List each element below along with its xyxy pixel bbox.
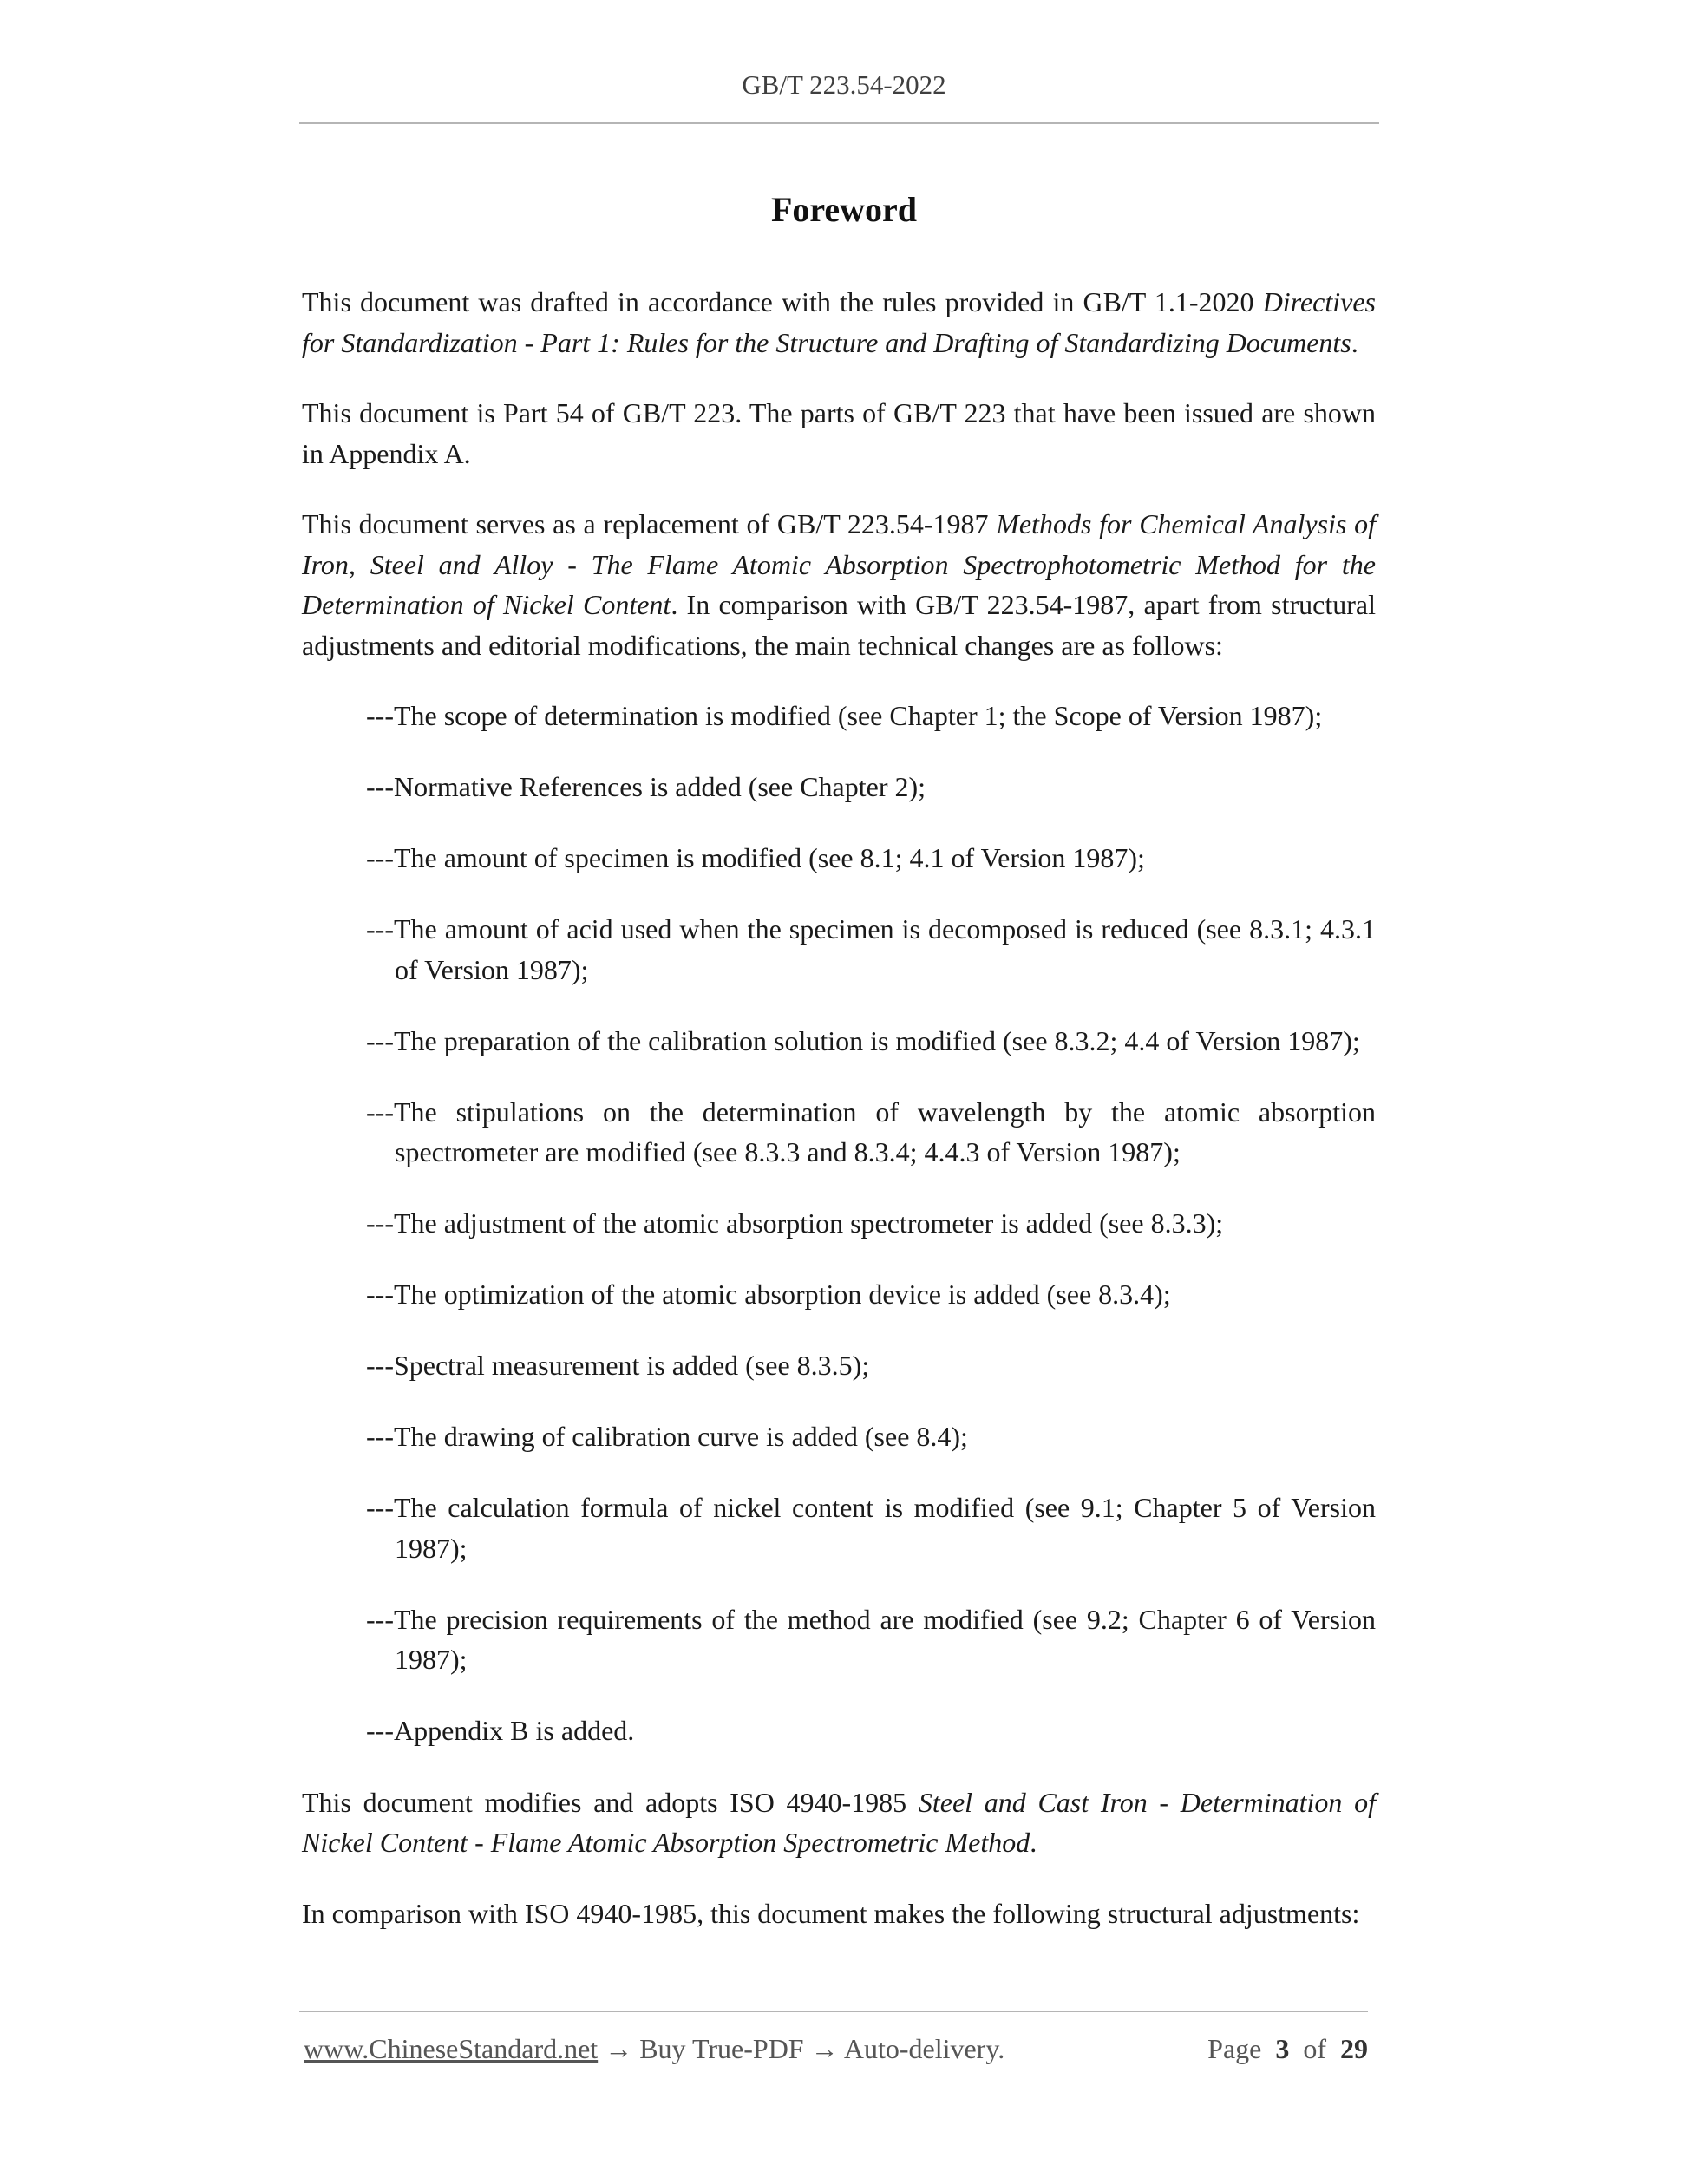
list-item: ---The calculation formula of nickel content is modified (see 9.1; Chapter 5 of Version 1987); [366, 1492, 1376, 1564]
list-item: ---Spectral measurement is added (see 8.3.5); [366, 1350, 870, 1381]
list-item: ---Normative References is added (see Chapter 2); [366, 771, 926, 802]
footer-promo: → Buy True-PDF → Auto-delivery. [598, 2033, 1005, 2064]
page-title: Foreword [770, 190, 918, 229]
paragraph-iso-adoption: This document modifies and adopts ISO 4940-1985 Steel and Cast Iron - Determination of Nickel Content - Flame Atomic Absorption Spectrometric Method. [302, 1786, 1377, 1858]
paragraph-replacement: This document serves as a replacement of GB/T 223.54-1987 Methods for Chemical Analysis of Iron, Steel and Alloy - The Flame Atomic Absorption Spectrophotometric Method for the Determination of Nickel Content. In comparison with GB/T 223.54-1987, apart from structural adjustments and editorial modifications, the main technical changes are as follows: [302, 508, 1377, 661]
list-item: ---The precision requirements of the method are modified (see 9.2; Chapter 6 of Version 1987); [366, 1603, 1376, 1675]
website-link[interactable]: www.ChineseStandard.net [304, 2033, 599, 2064]
running-header: GB/T 223.54-2022 [742, 69, 946, 100]
list-item: ---Appendix B is added. [366, 1715, 635, 1746]
paragraph-structural-adjustments: In comparison with ISO 4940-1985, this document makes the following structural adjustments: [302, 1897, 1360, 1929]
list-item: ---The adjustment of the atomic absorption spectrometer is added (see 8.3.3); [366, 1207, 1224, 1239]
list-item: ---The drawing of calibration curve is added (see 8.4); [366, 1421, 968, 1452]
replaced-standard-title: Methods for Chemical Analysis of Iron, Steel and Alloy - The Flame Atomic Absorption Spectrophotometric Method for the Determination of Nickel Content [302, 508, 1377, 620]
paragraph-drafting-rules: This document was drafted in accordance with the rules provided in GB/T 1.1-2020 Directives for Standardization - Part 1: Rules for the Structure and Drafting of Standardizing Documents. [302, 286, 1376, 358]
list-item: ---The preparation of the calibration solution is modified (see 8.3.2; 4.4 of Version 1987); [366, 1024, 1360, 1056]
header-divider [299, 122, 1379, 124]
directives-title: Directives for Standardization - Part 1: Rules for the Structure and Drafting of Standardizing Documents [302, 286, 1376, 358]
technical-changes-list [302, 696, 1376, 1751]
list-item: ---The amount of specimen is modified (see 8.1; 4.1 of Version 1987); [366, 842, 1145, 873]
list-item: ---The scope of determination is modified (see Chapter 1; the Scope of Version 1987); [366, 700, 1323, 731]
document-body [302, 282, 1376, 1964]
page-indicator: Page 3 of 29 [1207, 2033, 1368, 2064]
iso-standard-title: Steel and Cast Iron - Determination of Nickel Content - Flame Atomic Absorption Spectrometric Method [302, 1786, 1377, 1858]
footer-divider [299, 2011, 1368, 2012]
page-footer [304, 2033, 1368, 2065]
list-item: ---The amount of acid used when the specimen is decomposed is reduced (see 8.3.1; 4.3.1 of Version 1987); [366, 913, 1376, 985]
list-item: ---The stipulations on the determination of wavelength by the atomic absorption spectrometer are modified (see 8.3.3 and 8.3.4; 4.4.3 of Version 1987); [366, 1095, 1376, 1167]
list-item: ---The optimization of the atomic absorption device is added (see 8.3.4); [366, 1278, 1171, 1310]
total-pages-number: 29 [1340, 2033, 1368, 2064]
paragraph-part-info: This document is Part 54 of GB/T 223. The parts of GB/T 223 that have been issued are shown in Appendix A. [302, 397, 1376, 469]
current-page-number: 3 [1275, 2033, 1290, 2064]
